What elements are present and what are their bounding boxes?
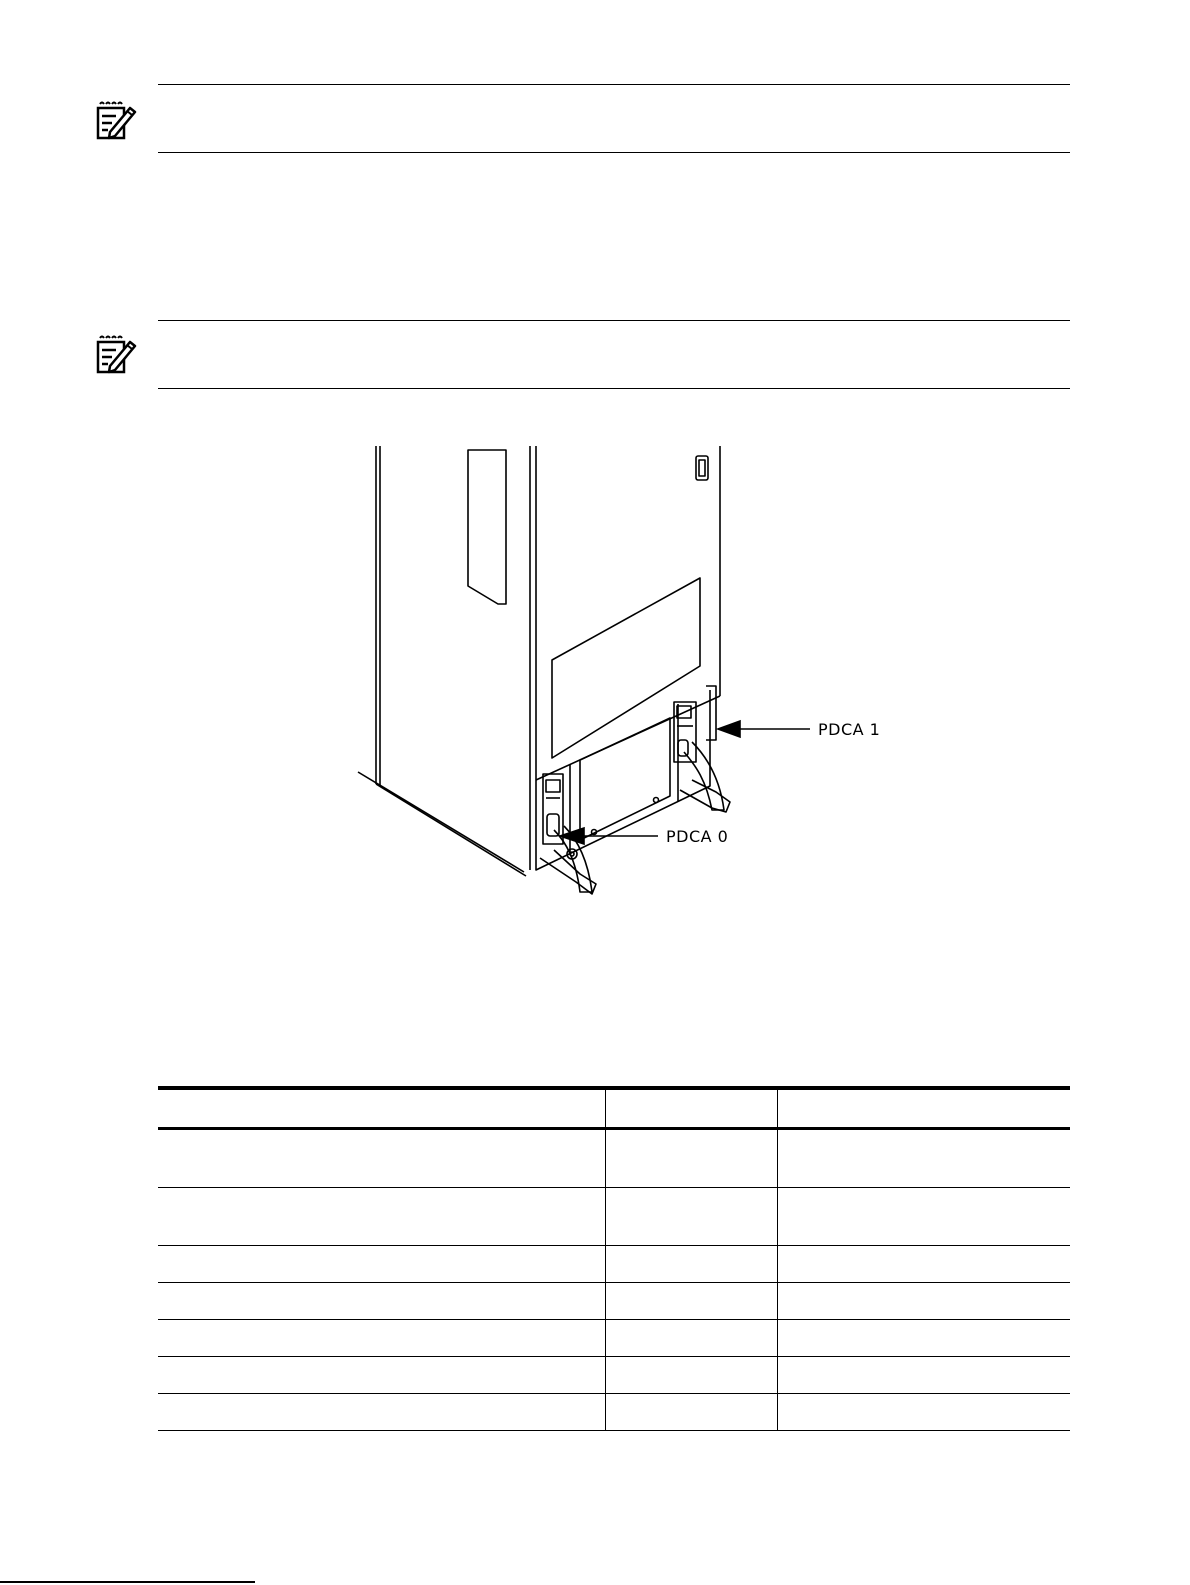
table-cell: [605, 1320, 777, 1357]
cabinet-pdca-figure: [340, 440, 900, 910]
spec-table: [158, 1086, 1070, 1431]
table-cell: [158, 1320, 605, 1357]
table-row: [158, 1320, 1070, 1357]
table-row: [158, 1357, 1070, 1394]
table-cell: [158, 1357, 605, 1394]
table-row: [158, 1129, 1070, 1188]
table-cell: [158, 1283, 605, 1320]
footer-rule: [0, 1581, 255, 1583]
table-cell: [605, 1188, 777, 1246]
table-cell: [777, 1394, 1070, 1431]
note-pencil-icon: [96, 100, 138, 142]
table-cell: [605, 1357, 777, 1394]
note-block-2: [158, 320, 1070, 389]
table-header-row: [158, 1088, 1070, 1129]
table-cell: [605, 1283, 777, 1320]
table-header-cell: [605, 1088, 777, 1129]
note-pencil-icon: [96, 334, 138, 376]
table-cell: [605, 1246, 777, 1283]
callout-pdca-0: PDCA 0: [666, 827, 729, 846]
table-cell: [777, 1246, 1070, 1283]
table-cell: [158, 1188, 605, 1246]
table-cell: [777, 1320, 1070, 1357]
callout-pdca-1: PDCA 1: [818, 720, 881, 739]
table-cell: [777, 1283, 1070, 1320]
table-cell: [158, 1129, 605, 1188]
table-cell: [158, 1394, 605, 1431]
table-row: [158, 1188, 1070, 1246]
note-block-1: [158, 84, 1070, 153]
table-row: [158, 1394, 1070, 1431]
table-cell: [777, 1129, 1070, 1188]
table-cell: [777, 1357, 1070, 1394]
table-row: [158, 1283, 1070, 1320]
table-row: [158, 1246, 1070, 1283]
table-cell: [158, 1246, 605, 1283]
table-cell: [605, 1394, 777, 1431]
table-header-cell: [158, 1088, 605, 1129]
table-cell: [777, 1188, 1070, 1246]
table-cell: [605, 1129, 777, 1188]
table-header-cell: [777, 1088, 1070, 1129]
